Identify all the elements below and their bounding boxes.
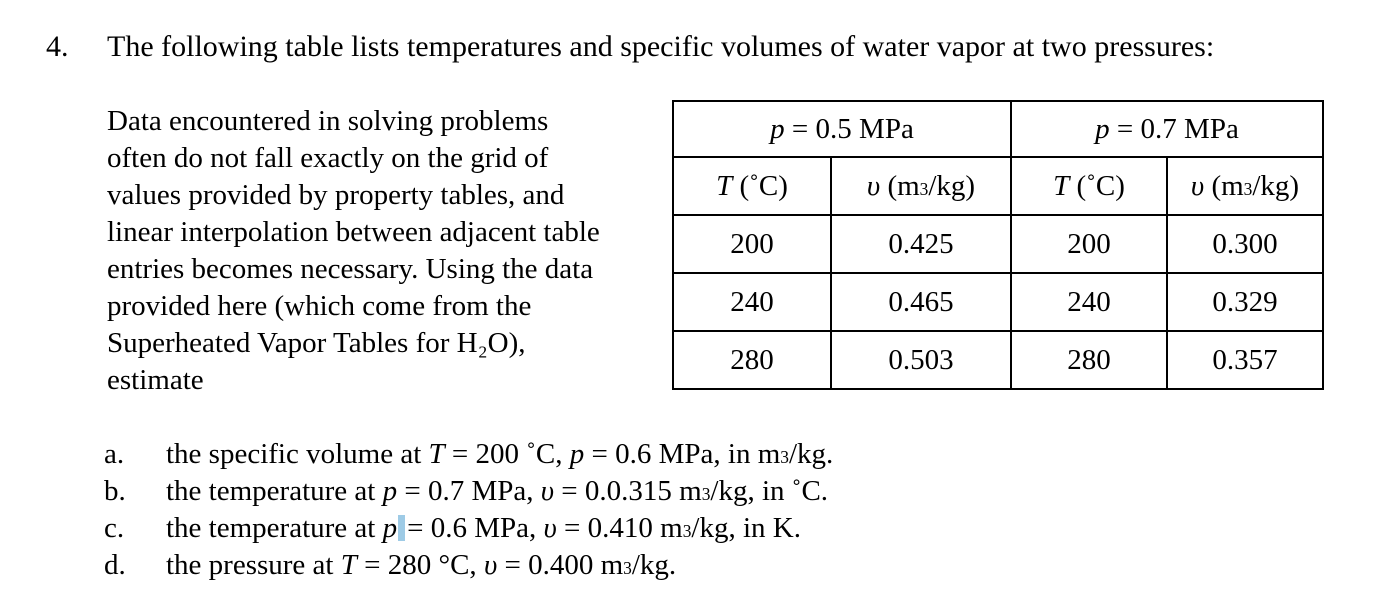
- table-cell: 280: [673, 331, 831, 389]
- question-stem: The following table lists temperatures and specific volumes of water vapor at two pressures:: [107, 30, 1215, 63]
- temperature-header: T (˚C): [1011, 157, 1167, 215]
- table-row: [673, 331, 1323, 389]
- part-d: [104, 547, 833, 584]
- specific-volume-header: υ $(m^3/kg)$: [831, 157, 1011, 215]
- text-cursor-selection: [398, 515, 405, 541]
- table-cell: 240: [673, 273, 831, 331]
- question-parts: [104, 436, 833, 584]
- part-text[interactable]: the temperature at p = 0.6 MPa, υ = 0.410 $m^3/kg$, in K.: [166, 512, 801, 544]
- table-cell: 0.425: [831, 215, 1011, 273]
- question-number: 4.: [46, 30, 69, 63]
- table-cell: 200: [673, 215, 831, 273]
- part-label: d.: [104, 549, 126, 581]
- part-text: the specific volume at T = 200 ˚C, p = 0.6 MPa, in $m^3/kg$.: [166, 438, 834, 470]
- column-header-row: [673, 157, 1323, 215]
- intro-line: values provided by property tables, and: [107, 179, 565, 211]
- pressure-symbol: p: [1095, 112, 1110, 145]
- table-cell: 0.329: [1167, 273, 1323, 331]
- pressure-header-0-5: [673, 101, 1011, 157]
- pressure-header-0-7: [1011, 101, 1323, 157]
- part-label: c.: [104, 512, 125, 544]
- part-text: the pressure at T = 280 °C, υ = 0.400 $m^3/kg$.: [166, 549, 677, 581]
- part-b: [104, 473, 833, 510]
- pressure-value: = 0.7 MPa: [1109, 112, 1239, 145]
- intro-line: Data encountered in solving problems: [107, 105, 549, 137]
- table-cell: 0.465: [831, 273, 1011, 331]
- table-cell: 200: [1011, 215, 1167, 273]
- part-a: [104, 436, 833, 473]
- steam-table: [672, 100, 1324, 390]
- table-row: [673, 273, 1323, 331]
- pressure-header-row: [673, 101, 1323, 157]
- intro-line: Superheated Vapor Tables for H₂O),: [107, 327, 526, 359]
- part-c: [104, 510, 833, 547]
- part-label: a.: [104, 438, 125, 470]
- part-label: b.: [104, 475, 126, 507]
- table-cell: 280: [1011, 331, 1167, 389]
- table-cell: 0.503: [831, 331, 1011, 389]
- specific-volume-header: υ $(m^3/kg)$: [1167, 157, 1323, 215]
- intro-line: provided here (which come from the: [107, 290, 532, 322]
- pressure-symbol: p: [770, 112, 785, 145]
- intro-line: entries becomes necessary. Using the data: [107, 253, 594, 285]
- intro-paragraph: [107, 103, 667, 399]
- table-cell: 0.300: [1167, 215, 1323, 273]
- intro-line: linear interpolation between adjacent table: [107, 216, 600, 248]
- table-cell: 0.357: [1167, 331, 1323, 389]
- intro-line: often do not fall exactly on the grid of: [107, 142, 549, 174]
- intro-line: estimate: [107, 364, 204, 396]
- pressure-value: = 0.5 MPa: [784, 112, 914, 145]
- part-text: the temperature at p = 0.7 MPa, υ = 0.0.315 $m^3/kg$, in ˚C.: [166, 475, 829, 507]
- temperature-header: T (˚C): [673, 157, 831, 215]
- table-cell: 240: [1011, 273, 1167, 331]
- table-row: [673, 215, 1323, 273]
